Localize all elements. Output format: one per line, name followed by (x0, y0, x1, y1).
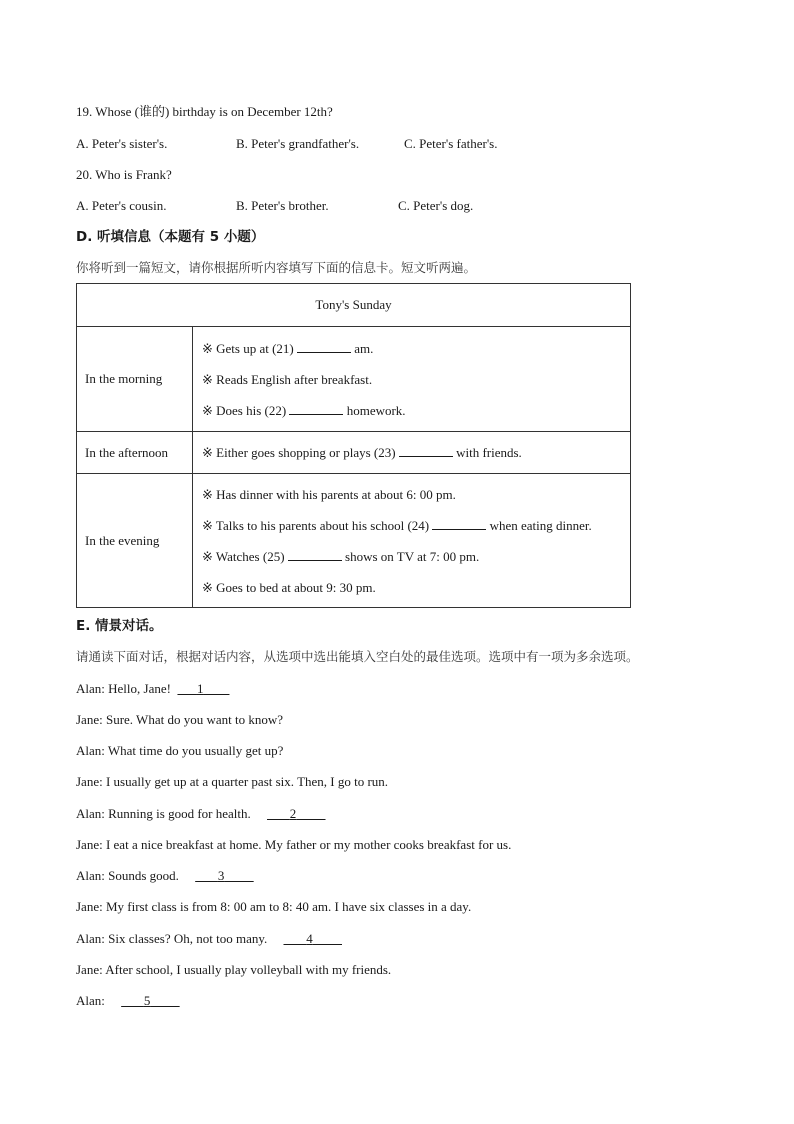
info-item: ※ Reads English after breakfast. (202, 371, 373, 387)
info-card-table (76, 283, 631, 608)
dialogue-blank-5[interactable]: 5 (143, 993, 151, 1008)
dialogue-blank-1[interactable]: 1 (196, 681, 204, 696)
blank-24[interactable] (432, 516, 486, 530)
dialogue-line: Alan: Sounds good. 3 (76, 868, 254, 884)
question-19-option-b[interactable]: B. Peter's grandfather's. (236, 136, 360, 151)
blank-22[interactable] (289, 401, 343, 415)
question-20-option-a[interactable]: A. Peter's cousin. (76, 198, 167, 213)
dialogue-line: Jane: After school, I usually play volleyball with my friends. (76, 962, 392, 977)
question-19-option-a[interactable]: A. Peter's sister's. (76, 136, 168, 151)
row-label-morning: In the morning (77, 327, 193, 432)
info-item: ※ Has dinner with his parents at about 6: 00 pm. (202, 486, 456, 502)
dialogue-line: Jane: I usually get up at a quarter past six. Then, I go to run. (76, 774, 389, 789)
dialogue-line: Jane: My first class is from 8: 00 am to 8: 40 am. I have six classes in a day. (76, 899, 472, 914)
info-item: ※ Watches (25) shows on TV at 7: 00 pm. (202, 548, 480, 564)
question-19-option-c[interactable]: C. Peter's father's. (404, 136, 498, 151)
dialogue-line: Alan: Running is good for health. 2 (76, 806, 326, 822)
dialogue-line: Alan: Hello, Jane! 1 (76, 681, 229, 697)
dialogue-line: Alan: What time do you usually get up? (76, 743, 284, 758)
blank-21[interactable] (297, 339, 351, 353)
section-d-instruction: 你将听到一篇短文，请你根据所听内容填写下面的信息卡。短文听两遍。 (76, 260, 477, 275)
info-item: ※ Either goes shopping or plays (23) with friends. (202, 445, 522, 460)
info-item: ※ Gets up at (21) am. (202, 340, 374, 356)
section-e-instruction: 请通读下面对话，根据对话内容，从选项中选出能填入空白处的最佳选项。选项中有一项为多余选项。 (76, 649, 639, 664)
dialogue-line: Alan: 5 (76, 993, 180, 1009)
question-20-option-c[interactable]: C. Peter's dog. (398, 198, 474, 213)
row-label-afternoon: In the afternoon (77, 432, 193, 474)
info-item: ※ Talks to his parents about his school (24) when eating dinner. (202, 517, 592, 533)
blank-23[interactable] (399, 443, 453, 457)
section-e-heading: E. 情景对话。 (76, 618, 163, 634)
row-content-evening (193, 474, 631, 608)
question-20-option-b[interactable]: B. Peter's brother. (236, 198, 329, 213)
dialogue-blank-2[interactable]: 2 (289, 806, 297, 821)
info-item: ※ Goes to bed at about 9: 30 pm. (202, 579, 376, 595)
question-19-stem: 19. Whose (谁的) birthday is on December 12th? (76, 104, 333, 119)
info-item: ※ Does his (22) homework. (202, 402, 406, 418)
row-content-afternoon (193, 432, 631, 474)
question-20-stem: 20. Who is Frank? (76, 167, 172, 182)
info-card-title: Tony's Sunday (77, 284, 631, 327)
row-content-morning (193, 327, 631, 432)
dialogue-blank-3[interactable]: 3 (217, 868, 225, 883)
section-d-heading: D. 听填信息（本题有 5 小题） (76, 229, 265, 245)
dialogue-blank-4[interactable]: 4 (306, 931, 313, 946)
blank-25[interactable] (288, 547, 342, 561)
dialogue-line: Alan: Six classes? Oh, not too many. 4 (76, 931, 342, 947)
dialogue-line: Jane: Sure. What do you want to know? (76, 712, 283, 727)
dialogue-line: Jane: I eat a nice breakfast at home. My father or my mother cooks breakfast for us. (76, 837, 512, 852)
row-label-evening: In the evening (77, 474, 193, 608)
